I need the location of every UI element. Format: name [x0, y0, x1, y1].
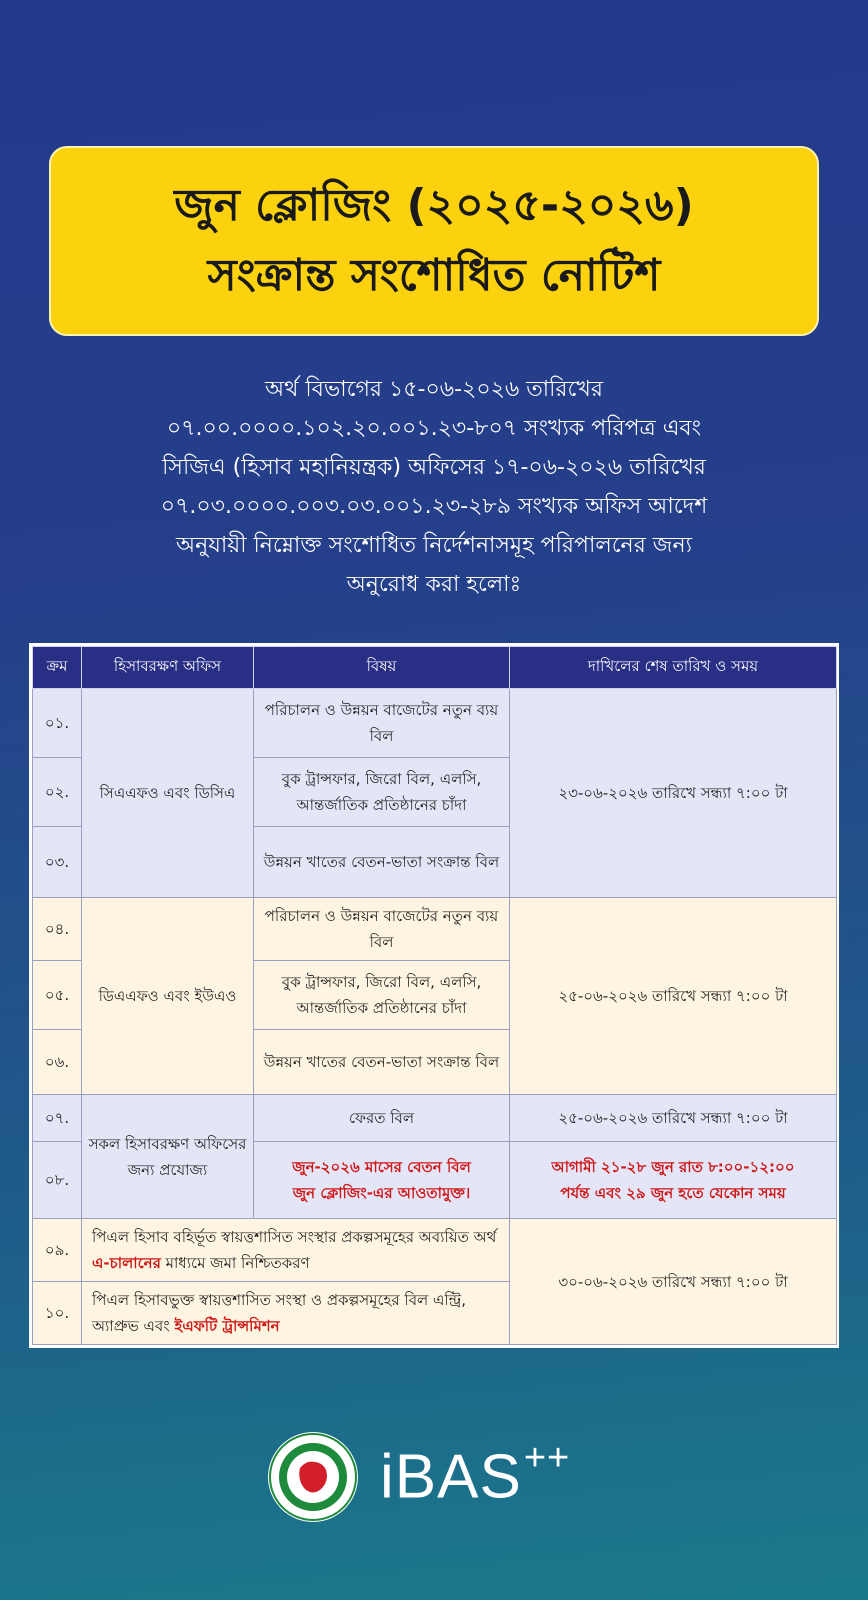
row-number: ১০. [33, 1281, 82, 1344]
subject-cell [82, 1281, 510, 1344]
deadline-cell: ২৫-০৬-২০২৬ তারিখে সন্ধ্যা ৭:০০ টা [510, 1095, 837, 1142]
intro-line: ০৭.০০.০০০০.১০২.২০.০০১.২৩-৮০৭ সংখ্যক পরিপত্র এবং [166, 416, 702, 441]
brand-suffix: ++ [523, 1437, 571, 1480]
intro-paragraph [40, 370, 828, 604]
subject-text: মাধ্যমে জমা নিশ্চিতকরণ [160, 1254, 310, 1272]
intro-line: অর্থ বিভাগের ১৫-০৬-২০২৬ তারিখের [265, 377, 603, 402]
row-number: ০৯. [33, 1219, 82, 1282]
deadline-cell: ২৫-০৬-২০২৬ তারিখে সন্ধ্যা ৭:০০ টা [510, 898, 837, 1095]
government-seal-icon [268, 1432, 358, 1522]
title-line-1: জুন ক্লোজিং (২০২৫-২০২৬) [174, 180, 694, 231]
subject-text: পিএল হিসাব বহির্ভূত স্বায়ত্তশাসিত সংস্থার প্রকল্পসমূহের অব্যয়িত অর্থ [92, 1228, 497, 1246]
table-row [33, 689, 837, 758]
subject-cell: বুক ট্রান্সফার, জিরো বিল, এলসি, আন্তর্জাতিক প্রতিষ্ঠানের চাঁদা [254, 758, 510, 827]
intro-line: সিজিএ (হিসাব মহানিয়ন্ত্রক) অফিসের ১৭-০৬-২০২৬ তারিখের [162, 455, 706, 480]
deadline-cell: ৩০-০৬-২০২৬ তারিখে সন্ধ্যা ৭:০০ টা [510, 1219, 837, 1345]
intro-line: অনুরোধ করা হলোঃ [346, 572, 522, 597]
subject-highlight: এ-চালানের [92, 1254, 161, 1272]
deadline-table [29, 643, 839, 1348]
subject-cell: বুক ট্রান্সফার, জিরো বিল, এলসি, আন্তর্জাতিক প্রতিষ্ঠানের চাঁদা [254, 961, 510, 1030]
intro-line: অনুযায়ী নিম্নোক্ত সংশোধিত নির্দেশনাসমূহ পরিপালনের জন্য [176, 533, 692, 558]
office-cell: ডিএএফও এবং ইউএও [82, 898, 254, 1095]
deadline-cell [510, 1141, 837, 1218]
row-number: ০৬. [33, 1030, 82, 1095]
ibas-logo [380, 1437, 571, 1512]
row-number: ০২. [33, 758, 82, 827]
title-banner [49, 146, 819, 336]
subject-line: জুন-২০২৬ মাসের বেতন বিল [292, 1157, 471, 1176]
table-header-row [33, 647, 837, 689]
subject-text: পিএল হিসাবভুক্ত স্বায়ত্তশাসিত সংস্থা ও প্রকল্পসমূহের বিল এন্ট্রি, অ্যাপ্রুভ এবং [92, 1290, 467, 1335]
table-row [33, 1095, 837, 1142]
row-number: ০৫. [33, 961, 82, 1030]
header-office: হিসাবরক্ষণ অফিস [82, 647, 254, 689]
subject-cell: ফেরত বিল [254, 1095, 510, 1142]
header-subject: বিষয় [254, 647, 510, 689]
footer-logos [268, 1432, 570, 1522]
deadline-line: পর্যন্ত এবং ২৯ জুন হতে যেকোন সময় [560, 1183, 786, 1202]
row-number: ০৩. [33, 827, 82, 898]
subject-cell [254, 1141, 510, 1218]
row-number: ০১. [33, 689, 82, 758]
header-deadline: দাখিলের শেষ তারিখ ও সময় [510, 647, 837, 689]
subject-cell [82, 1219, 510, 1282]
row-number: ০৪. [33, 898, 82, 961]
deadline-cell: ২৩-০৬-২০২৬ তারিখে সন্ধ্যা ৭:০০ টা [510, 689, 837, 898]
deadline-line: আগামী ২১-২৮ জুন রাত ৮:০০-১২:০০ [551, 1157, 795, 1176]
subject-cell: উন্নয়ন খাতের বেতন-ভাতা সংক্রান্ত বিল [254, 827, 510, 898]
subject-cell: উন্নয়ন খাতের বেতন-ভাতা সংক্রান্ত বিল [254, 1030, 510, 1095]
table-row [33, 898, 837, 961]
row-number: ০৭. [33, 1095, 82, 1142]
brand-text: iBAS [380, 1442, 522, 1512]
subject-highlight: ইএফটি ট্রান্সমিশন [174, 1316, 280, 1335]
header-serial: ক্রম [33, 647, 82, 689]
title-line-2: সংক্রান্ত সংশোধিত নোটিশ [207, 250, 661, 301]
office-cell: সিএএফও এবং ডিসিএ [82, 689, 254, 898]
row-number: ০৮. [33, 1141, 82, 1218]
subject-cell: পরিচালন ও উন্নয়ন বাজেটের নতুন ব্যয় বিল [254, 898, 510, 961]
subject-cell: পরিচালন ও উন্নয়ন বাজেটের নতুন ব্যয় বিল [254, 689, 510, 758]
intro-line: ০৭.০৩.০০০০.০০৩.০৩.০০১.২৩-২৮৯ সংখ্যক অফিস আদেশ [160, 494, 708, 519]
table-row [33, 1219, 837, 1282]
office-cell: সকল হিসাবরক্ষণ অফিসের জন্য প্রযোজ্য [82, 1095, 254, 1219]
subject-line: জুন ক্লোজিং-এর আওতামুক্ত। [292, 1183, 471, 1202]
